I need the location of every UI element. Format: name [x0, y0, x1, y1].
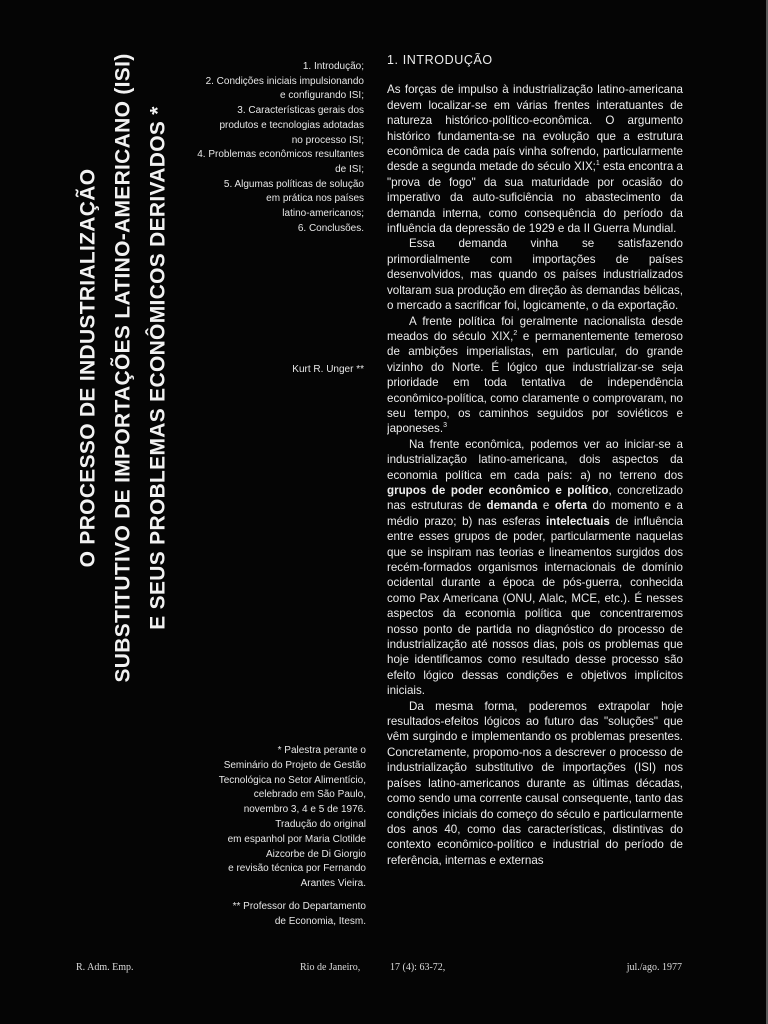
footnotes — [186, 744, 366, 938]
toc-line: 6. Conclusões. — [297, 222, 364, 234]
article-body — [387, 53, 683, 953]
toc-line: latino-americanos; — [282, 208, 364, 220]
body-paragraph: Da mesma forma, poderemos extrapolar hoje resultados-efeitos lógicos ao futuro das "soluções" que vêm surgindo e implementando os problemas presentes. Concretamente, propomo-nos a descrever o processo de industrialização substitutivo de importações (ISI) nos países latino-americanos durante as últimas décadas, como sendo uma corrente causal consequente, tanto das condições iniciais do começo do século e particularmente dos anos 40, como das características, distintivas do contexto econômico-político e industrial do período de referência, internas e externas — [387, 699, 683, 867]
footnote-line: Aizcorbe de Di Giorgio — [265, 848, 366, 860]
article-title-line-3: E SEUS PROBLEMAS ECONÔMICOS DERIVADOS * — [146, 106, 170, 630]
toc-line: 2. Condições iniciais impulsionando — [205, 75, 364, 87]
footnote-line: celebrado em São Paulo, — [253, 789, 366, 801]
footnote-line: Seminário do Projeto de Gestão — [223, 759, 366, 771]
footer-volume: 17 (4): 63-72, — [390, 962, 446, 973]
footnote-ref: 1 — [595, 160, 600, 168]
footnote-ref: 2 — [513, 330, 518, 338]
toc-line: 1. Introdução; — [302, 61, 364, 72]
footnote-line: Tradução do original — [275, 818, 366, 830]
article-title-line-1: O PROCESSO DE INDUSTRIALIZAÇÃO — [76, 168, 100, 568]
footnote-lecture — [186, 744, 366, 892]
article-title-block — [68, 48, 178, 688]
body-paragraph: Na frente econômica, podemos ver ao iniciar-se a industrialização latino-americana, dois aspectos da economia política em cada país: a) no terreno dos grupos de poder econômico e político, concretizado nas estruturas de demanda e oferta do momento e a médio prazo; b) nas esferas intelectuais de influência entre esses grupos de poder, particularmente naquelas que se inspiram nas teorias e lineamentos surgidos dos recém-formados organismos internacionais de domínio ocidental durante a época de pós-guerra, conhecida como Pax Americana (ONU, Alalc, MCE, etc.). É nesses aspectos da economia política que concentraremos nosso ponto de partida no diagnóstico do processo de industrialização até nossos dias, pois os problemas que hoje identificamos como resultado desse processo são efeito lógico dessas condições e objetivos implícitos iniciais. — [387, 437, 683, 698]
section-heading: 1. INTRODUÇÃO — [387, 53, 493, 67]
footer-journal: R. Adm. Emp. — [76, 962, 134, 973]
toc-line: no processo ISI; — [291, 134, 364, 146]
footnote-line: de Economia, Itesm. — [274, 915, 366, 927]
body-paragraph: A frente política foi geralmente nacionalista desde meados do século XIX,$^2$ e permanentemente temeroso de ambições imperialistas, em particular, do grande vizinho do Norte. É lógico que industrializar-se seja prioridade em toda tentativa de independência econômico-política, como claramente o comprovaram, no seu tempo, os caminhos seguidos por soviéticos e japoneses.$^3$ — [387, 314, 683, 436]
footnote-line: Tecnológica no Setor Alimentício, — [218, 774, 366, 786]
toc-line: 5. Algumas políticas de solução — [223, 178, 364, 190]
footer-city: Rio de Janeiro, — [300, 962, 361, 973]
page-footer — [0, 958, 768, 978]
body-paragraph: As forças de impulso à industrialização latino-americana devem localizar-se em várias frentes interatuantes de natureza histórico-político-econômica. O argumento histórico fundamenta-se na evolução que a estrutura econômica de cada país vinha sofrendo, particularmente desde a segunda metade do século XIX;$^1$ esta encontra a "prova de fogo" da sua maturidade por ocasião do imperativo da auto-suficiência no abastecimento da demanda interna, como consequência do período da influência da depressão de 1929 e da II Guerra Mundial. — [387, 83, 683, 236]
footnote-line: Arantes Vieira. — [300, 878, 366, 890]
article-title-line-2: SUBSTITUTIVO DE IMPORTAÇÕES LATINO-AMERICANO (ISI) — [111, 53, 135, 683]
footer-date: jul./ago. 1977 — [626, 962, 682, 973]
footnote-line: ** Professor do Departamento — [232, 900, 366, 912]
author-name: Kurt R. Unger ** — [292, 364, 364, 375]
toc-line: produtos e tecnologias adotadas — [219, 119, 364, 131]
toc-line: e configurando ISI; — [280, 90, 364, 102]
toc-line: de ISI; — [335, 163, 364, 175]
footnote-line: * Palestra perante o — [277, 745, 366, 756]
toc-line: 3. Características gerais dos — [237, 105, 364, 117]
footnote-author — [186, 900, 366, 930]
toc-line: em prática nos países — [266, 193, 364, 205]
body-paragraph: Essa demanda vinha se satisfazendo primordialmente com importações de países desenvolvidos, mas quando os países industrializados voltaram sua produção em direção às demandas bélicas, o mercado a sacrificar foi, logicamente, o da exportação. — [387, 237, 683, 313]
footnote-line: novembro 3, 4 e 5 de 1976. — [243, 804, 366, 816]
toc-line: 4. Problemas econômicos resultantes — [197, 149, 364, 161]
table-of-contents — [170, 60, 364, 236]
footnote-ref: 3 — [443, 422, 447, 430]
footnote-line: em espanhol por Maria Clotilde — [227, 833, 366, 845]
footnote-line: e revisão técnica por Fernando — [228, 863, 366, 875]
article-title — [71, 48, 176, 688]
